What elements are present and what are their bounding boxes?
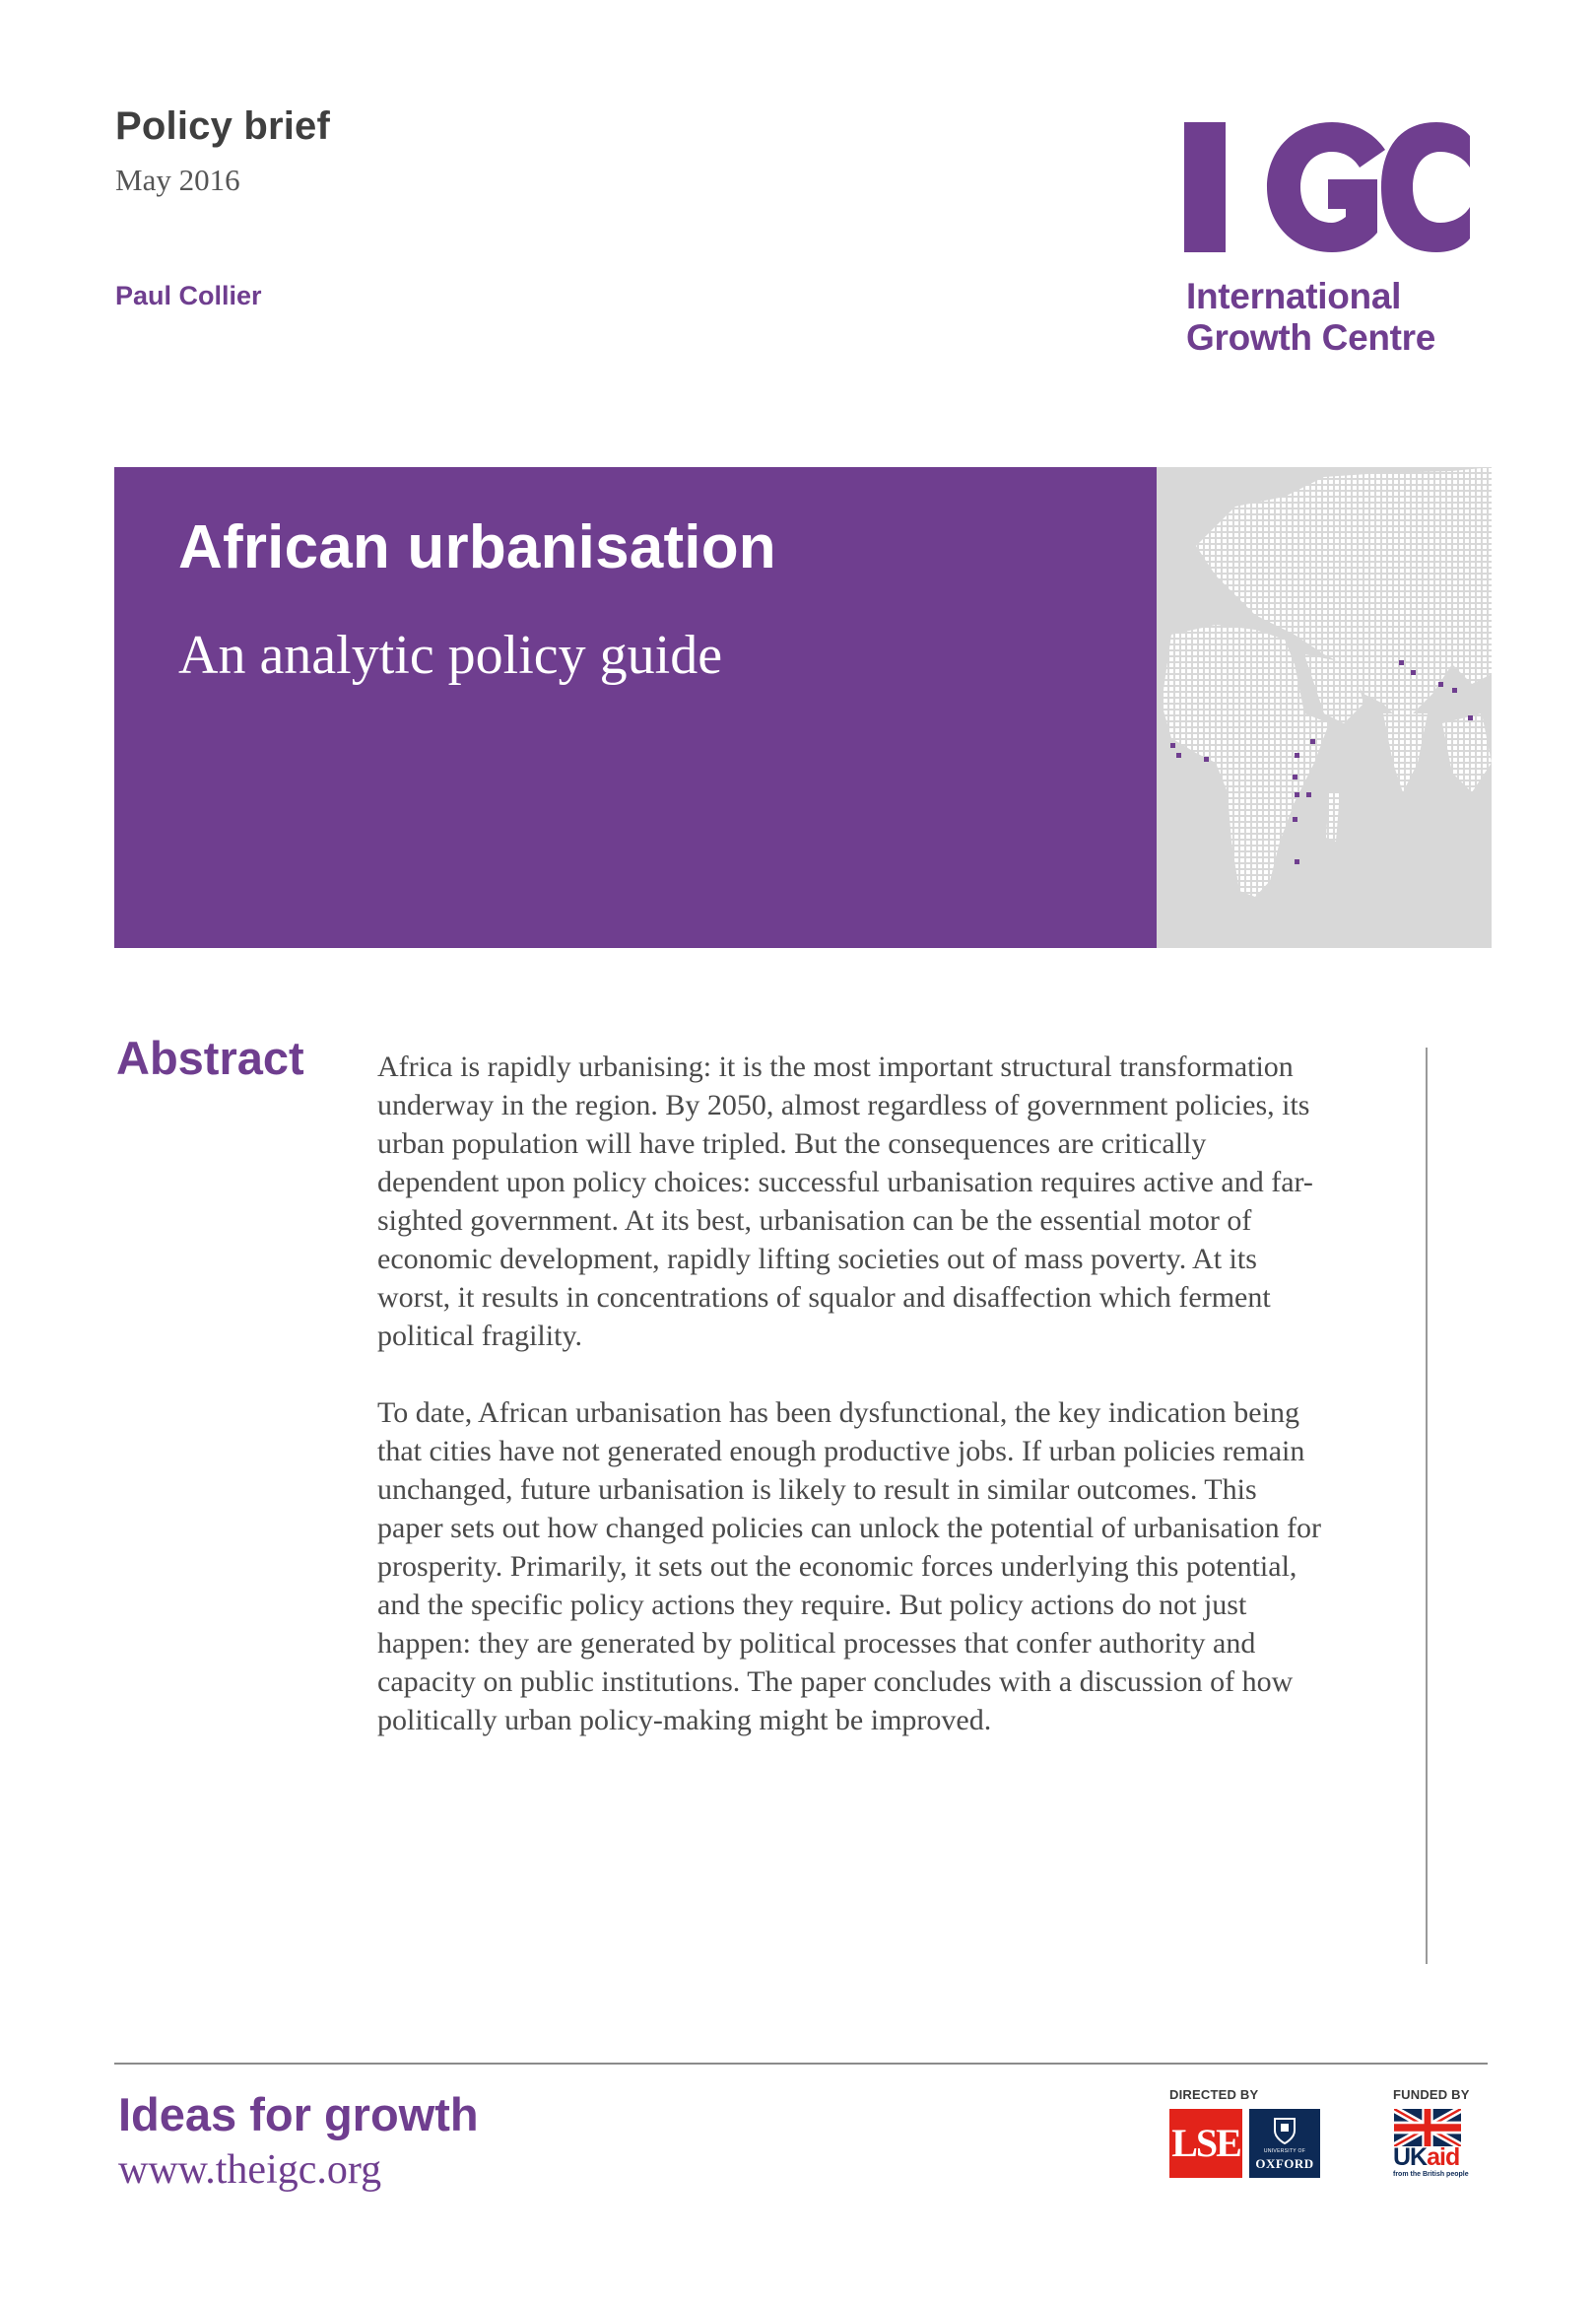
world-map-dotted-icon bbox=[1157, 467, 1492, 948]
funded-by-label: FUNDED BY bbox=[1393, 2087, 1470, 2102]
city-marker bbox=[1452, 688, 1457, 693]
lse-logo-icon: LSE bbox=[1169, 2109, 1242, 2178]
document-subtitle: An analytic policy guide bbox=[178, 625, 723, 686]
ukaid-logo-text bbox=[1393, 2143, 1459, 2172]
oxford-text: OXFORD bbox=[1255, 2156, 1314, 2171]
city-marker bbox=[1295, 859, 1299, 864]
margin-divider bbox=[1426, 1048, 1428, 1964]
author-name: Paul Collier bbox=[115, 281, 262, 310]
city-marker bbox=[1411, 670, 1416, 675]
footer-tagline: Ideas for growth bbox=[118, 2088, 479, 2140]
document-title: African urbanisation bbox=[178, 513, 776, 581]
document-type: Policy brief bbox=[115, 104, 331, 148]
oxford-small-text: UNIVERSITY OF bbox=[1263, 2148, 1306, 2154]
city-marker bbox=[1204, 757, 1209, 762]
ukaid-aid: aid bbox=[1427, 2143, 1460, 2171]
city-marker bbox=[1468, 715, 1473, 720]
abstract-body bbox=[377, 1048, 1323, 1778]
oxford-crest-icon bbox=[1273, 2117, 1297, 2144]
world-map-graphic bbox=[1157, 467, 1492, 948]
city-marker bbox=[1438, 682, 1443, 687]
abstract-paragraph-1: Africa is rapidly urbanising: it is the most important structural transformation underway in the region. By 2050, almost regardless of government policies, its urban population will have tripled. But the consequences are critically dependent upon policy choices: successful urbanisation requires active and far-sighted government. At its best, urbanisation can be the essential motor of economic development, rapidly lifting societies out of mass poverty. At its worst, it results in concentrations of squalor and disaffection which ferment political fragility. bbox=[377, 1051, 1313, 1352]
directed-by-label: DIRECTED BY bbox=[1169, 2087, 1259, 2102]
city-marker bbox=[1293, 775, 1297, 780]
igc-logo-icon bbox=[1184, 118, 1470, 256]
city-marker bbox=[1399, 660, 1404, 665]
footer-divider bbox=[114, 2063, 1488, 2065]
oxford-logo-icon bbox=[1249, 2109, 1320, 2178]
city-marker bbox=[1293, 817, 1297, 822]
city-marker bbox=[1295, 753, 1299, 758]
ukaid-uk: UK bbox=[1393, 2143, 1428, 2171]
city-marker bbox=[1176, 753, 1181, 758]
abstract-heading: Abstract bbox=[116, 1032, 304, 1084]
city-marker bbox=[1306, 792, 1311, 797]
city-marker bbox=[1170, 743, 1175, 748]
website-link[interactable]: www.theigc.org bbox=[118, 2147, 382, 2193]
ukaid-tagline: from the British people bbox=[1393, 2171, 1469, 2178]
abstract-paragraph-2: To date, African urbanisation has been dysfunctional, the key indication being that cities have not generated enough productive jobs. If urban policies remain unchanged, future urbanisation is likely to result in similar outcomes. This paper sets out how changed policies can unlock the potential of urbanisation for prosperity. Primarily, it sets out the economic forces underlying this potential, and the specific policy actions they require. But policy actions do not just happen: they are generated by political processes that confer authority and capacity on public institutions. The paper concludes with a discussion of how politically urban policy-making might be improved. bbox=[377, 1396, 1322, 1736]
logo-name-line2: Growth Centre bbox=[1186, 317, 1436, 358]
city-marker bbox=[1295, 792, 1299, 797]
igc-logo-text bbox=[1186, 276, 1435, 359]
city-marker bbox=[1310, 739, 1315, 744]
document-date: May 2016 bbox=[115, 163, 240, 197]
union-flag-icon bbox=[1394, 2109, 1461, 2146]
logo-name-line1: International bbox=[1186, 276, 1402, 316]
